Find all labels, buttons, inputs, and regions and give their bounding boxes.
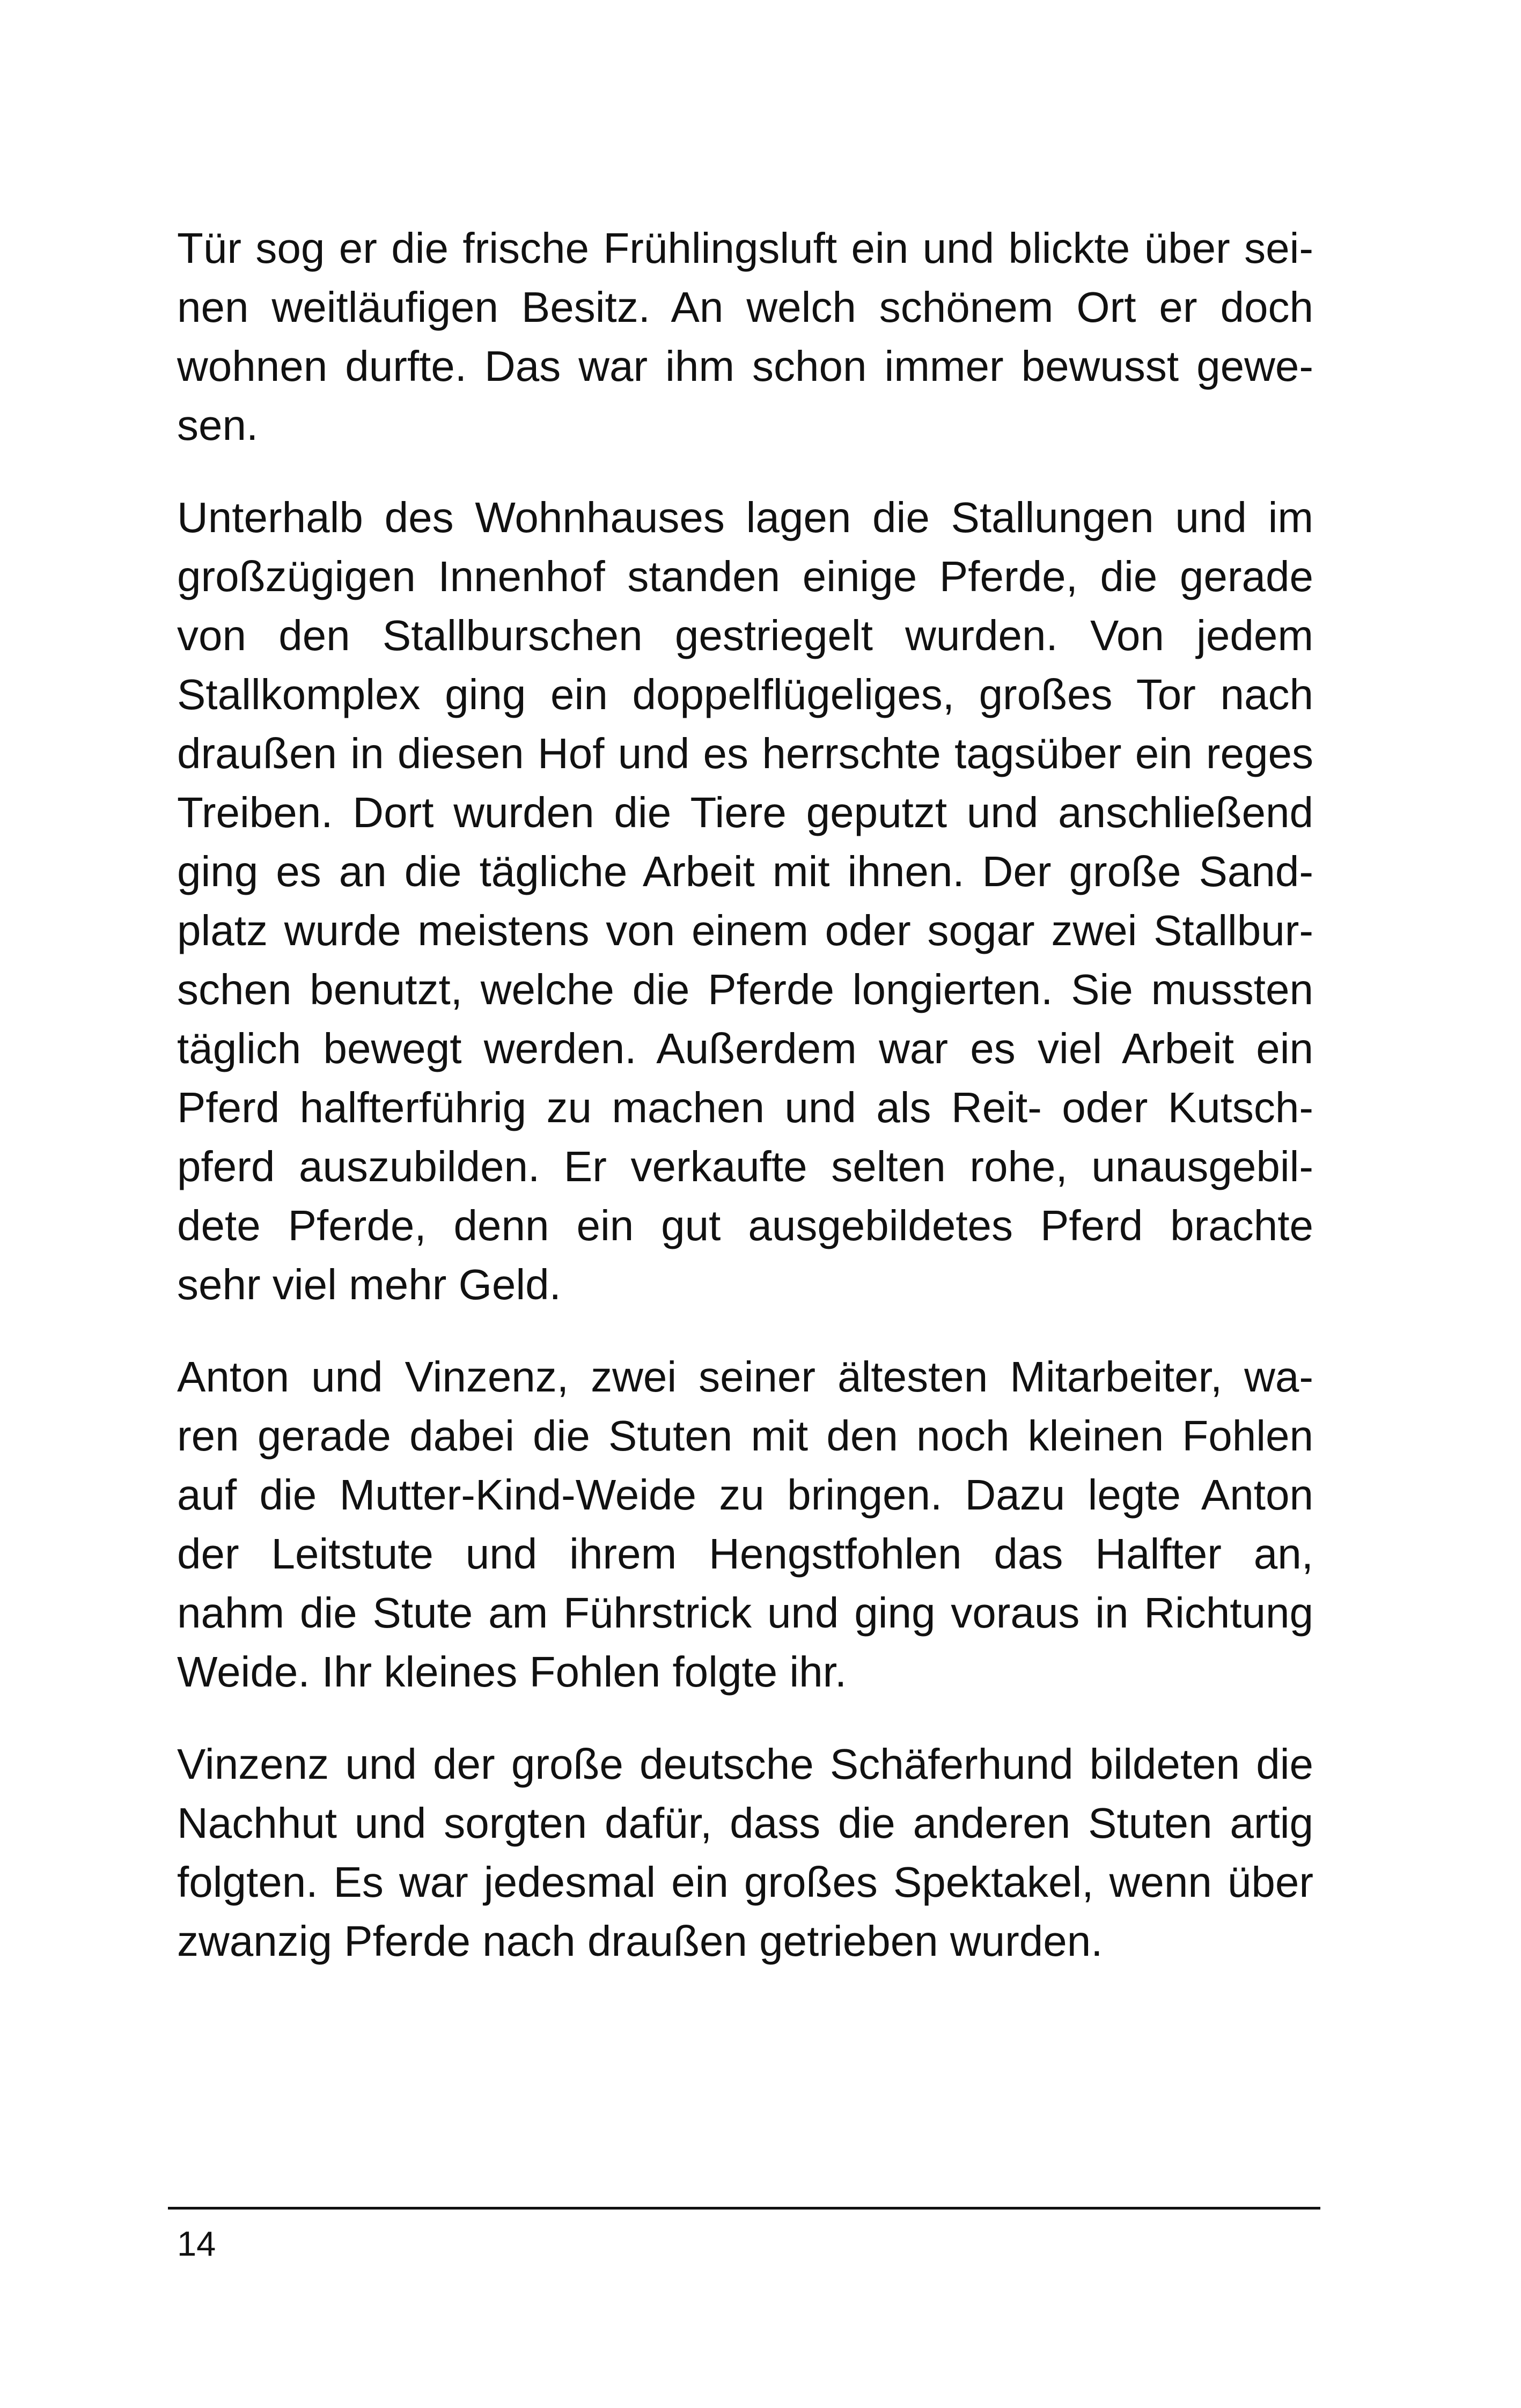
text-line: pferd auszubilden. Er verkaufte selten rohe, unausgebil-	[177, 1143, 1313, 1190]
text-line: Unterhalb des Wohnhauses lagen die Stallungen und im	[177, 494, 1313, 541]
text-line: nen weitläufigen Besitz. An welch schönem Ort er doch	[177, 283, 1313, 331]
page-number: 14	[177, 2224, 216, 2263]
text-line: sen.	[177, 401, 259, 449]
text-line: von den Stallburschen gestriegelt wurden. Von jedem	[177, 612, 1313, 659]
text-line: platz wurde meistens von einem oder sogar zwei Stallbur-	[177, 907, 1313, 954]
footer-divider	[168, 2207, 1320, 2210]
text-line: der Leitstute und ihrem Hengstfohlen das Halfter an,	[177, 1530, 1313, 1578]
text-line: zwanzig Pferde nach draußen getrieben wurden.	[177, 1917, 1103, 1965]
text-line: sehr viel mehr Geld.	[177, 1261, 561, 1308]
text-line: folgten. Es war jedesmal ein großes Spektakel, wenn über	[177, 1858, 1313, 1906]
text-line: Tür sog er die frische Frühlingsluft ein und blickte über sei-	[177, 224, 1313, 272]
text-line: großzügigen Innenhof standen einige Pferde, die gerade	[177, 553, 1313, 600]
text-line: ging es an die tägliche Arbeit mit ihnen. Der große Sand-	[177, 848, 1313, 895]
text-line: täglich bewegt werden. Außerdem war es viel Arbeit ein	[177, 1025, 1313, 1072]
text-line: Pferd halfterführig zu machen und als Reit- oder Kutsch-	[177, 1084, 1313, 1131]
text-line: Anton und Vinzenz, zwei seiner ältesten Mitarbeiter, wa-	[177, 1353, 1313, 1401]
text-line: wohnen durfte. Das war ihm schon immer bewusst gewe-	[177, 342, 1313, 390]
text-line: schen benutzt, welche die Pferde longierten. Sie mussten	[177, 966, 1313, 1013]
text-line: ren gerade dabei die Stuten mit den noch kleinen Fohlen	[177, 1412, 1313, 1460]
text-line: dete Pferde, denn ein gut ausgebildetes Pferd brachte	[177, 1202, 1313, 1249]
text-line: auf die Mutter-Kind-Weide zu bringen. Dazu legte Anton	[177, 1471, 1313, 1519]
paragraph-1	[177, 219, 1313, 455]
text-line: draußen in diesen Hof und es herrschte tagsüber ein reges	[177, 730, 1313, 777]
paragraph-2	[177, 488, 1313, 1314]
text-line: Nachhut und sorgten dafür, dass die anderen Stuten artig	[177, 1799, 1313, 1847]
text-line: Vinzenz und der große deutsche Schäferhund bildeten die	[177, 1740, 1313, 1788]
text-line: Treiben. Dort wurden die Tiere geputzt und anschließend	[177, 789, 1313, 836]
text-line: nahm die Stute am Führstrick und ging voraus in Richtung	[177, 1589, 1313, 1637]
paragraph-3	[177, 1347, 1313, 1702]
paragraph-4	[177, 1735, 1313, 1971]
body-text	[177, 219, 1313, 2004]
text-line: Weide. Ihr kleines Fohlen folgte ihr.	[177, 1648, 847, 1696]
text-line: Stallkomplex ging ein doppelflügeliges, großes Tor nach	[177, 671, 1313, 718]
